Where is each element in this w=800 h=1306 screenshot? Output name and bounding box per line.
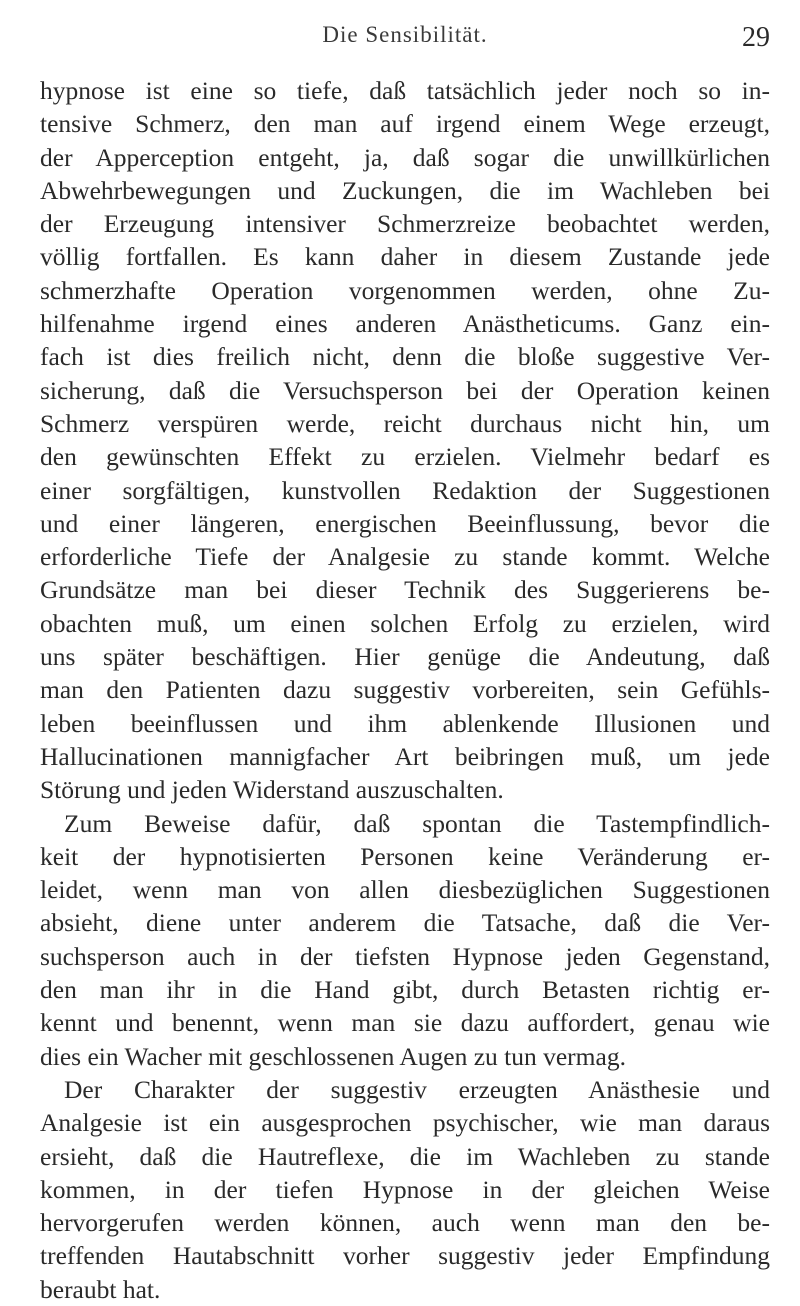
text-line: der Apperception entgeht, ja, daß sogar die unwillkürlichen — [40, 142, 770, 172]
text-line: Analgesie ist ein ausgesprochen psychischer, wie man daraus — [40, 1108, 770, 1138]
text-line: ersieht, daß die Hautreflexe, die im Wachleben zu stande — [40, 1141, 770, 1171]
text-line: sicherung, daß die Versuchsperson bei der Operation keinen — [40, 375, 770, 405]
text-line: hypnose ist eine so tiefe, daß tatsächlich jeder noch so in- — [40, 76, 770, 105]
text-line: keit der hypnotisierten Personen keine Veränderung er- — [40, 841, 770, 871]
text-line: Hallucinationen mannigfacher Art beibringen muß, um jede — [40, 741, 770, 771]
text-line: tensive Schmerz, den man auf irgend einem Wege erzeugt, — [40, 109, 770, 139]
text-line: Schmerz verspüren werde, reicht durchaus nicht hin, um — [40, 408, 770, 438]
text-line: einer sorgfältigen, kunstvollen Redaktion der Suggestionen — [40, 475, 770, 505]
text-line: beraubt hat. — [40, 1274, 161, 1304]
text-line: obachten muß, um einen solchen Erfolg zu erzielen, wird — [40, 608, 770, 638]
page-number: 29 — [742, 22, 770, 53]
body-text — [40, 74, 770, 1306]
text-line: den gewünschten Effekt zu erzielen. Vielmehr bedarf es — [40, 442, 770, 472]
text-line: völlig fortfallen. Es kann daher in diesem Zustande jede — [40, 242, 770, 272]
text-line: dies ein Wacher mit geschlossenen Augen zu tun vermag. — [40, 1041, 626, 1071]
running-head — [40, 22, 770, 56]
text-line: treffenden Hautabschnitt vorher suggestiv jeder Empfindung — [40, 1241, 770, 1271]
text-line: man den Patienten dazu suggestiv vorbereiten, sein Gefühls- — [40, 675, 770, 705]
text-line: schmerzhafte Operation vorgenommen werden, ohne Zu- — [40, 275, 770, 305]
text-line: leidet, wenn man von allen diesbezüglichen Suggestionen — [40, 875, 770, 905]
text-line: Abwehrbewegungen und Zuckungen, die im Wachleben bei — [40, 175, 770, 205]
text-line: absieht, diene unter anderem die Tatsache, daß die Ver- — [40, 908, 770, 938]
text-line: hilfenahme irgend eines anderen Anästheticums. Ganz ein- — [40, 309, 770, 339]
text-line: suchsperson auch in der tiefsten Hypnose jeden Gegenstand, — [40, 941, 770, 971]
running-title: Die Sensibilität. — [322, 22, 488, 47]
text-line: den man ihr in die Hand gibt, durch Betasten richtig er- — [40, 975, 770, 1005]
text-line: Der Charakter der suggestiv erzeugten Anästhesie und — [64, 1074, 770, 1104]
text-line: kennt und benennt, wenn man sie dazu auffordert, genau wie — [40, 1008, 770, 1038]
text-line: erforderliche Tiefe der Analgesie zu stande kommt. Welche — [40, 542, 770, 572]
text-line: der Erzeugung intensiver Schmerzreize beobachtet werden, — [40, 209, 770, 239]
text-line: leben beeinflussen und ihm ablenkende Illusionen und — [40, 708, 770, 738]
text-line: fach ist dies freilich nicht, denn die bloße suggestive Ver- — [40, 342, 770, 372]
text-line: und einer längeren, energischen Beeinflussung, bevor die — [40, 508, 770, 538]
text-line: uns später beschäftigen. Hier genüge die Andeutung, daß — [40, 642, 770, 672]
text-line: Zum Beweise dafür, daß spontan die Tastempfindlich- — [64, 808, 770, 838]
text-line: kommen, in der tiefen Hypnose in der gleichen Weise — [40, 1174, 770, 1204]
text-line: Störung und jeden Widerstand auszuschalten. — [40, 775, 504, 805]
text-line: hervorgerufen werden können, auch wenn man den be- — [40, 1208, 770, 1238]
text-line: Grundsätze man bei dieser Technik des Suggerierens be- — [40, 575, 770, 605]
